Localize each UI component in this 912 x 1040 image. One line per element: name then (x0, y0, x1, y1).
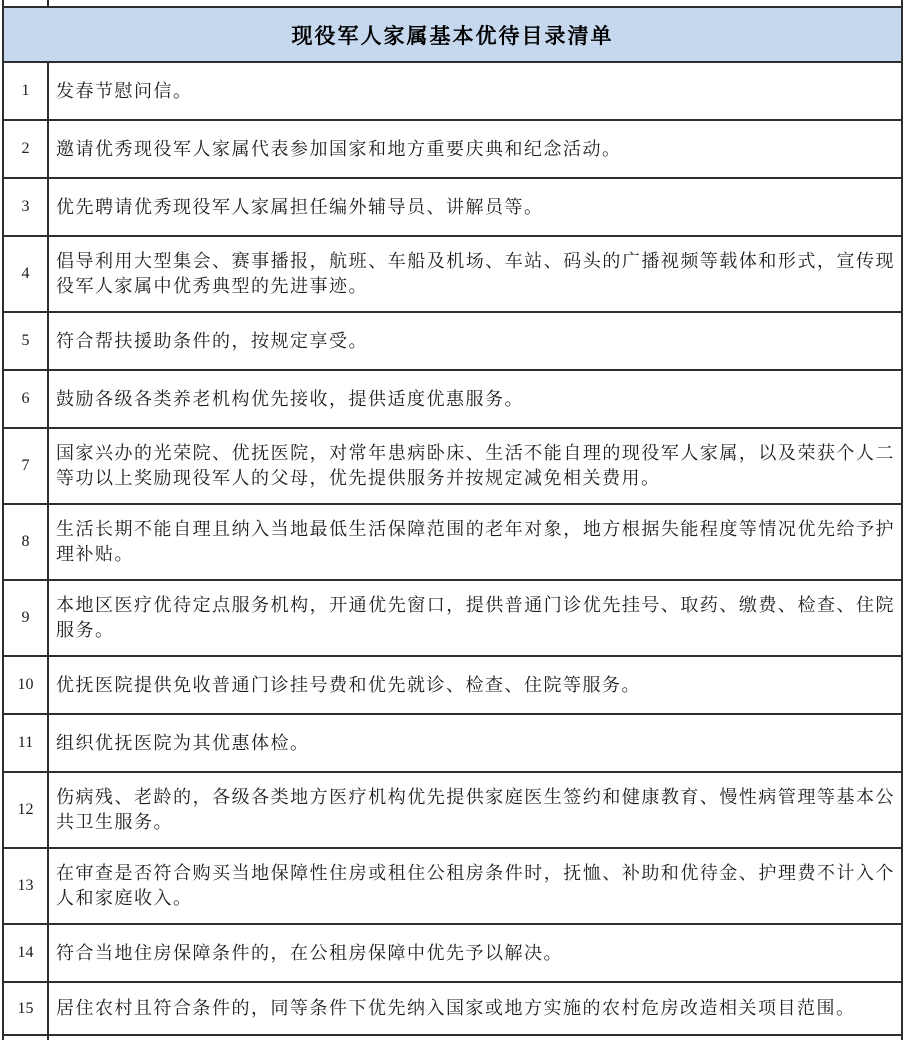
table-row (4, 505, 901, 581)
table-title: 现役军人家属基本优待目录清单 (291, 24, 614, 48)
row-text-cell (49, 63, 901, 119)
row-text-cell (49, 715, 901, 771)
row-text: 符合当地住房保障条件的，在公租房保障中优先予以解决。 (56, 942, 563, 963)
row-number-cell (4, 0, 49, 6)
row-text: 伤病残、老龄的，各级各类地方医疗机构优先提供家庭医生签约和健康教育、慢性病管理等基本公共卫生服务。 (56, 787, 895, 832)
table-row (4, 773, 901, 849)
row-text-cell (49, 0, 901, 6)
table-row (4, 925, 901, 983)
row-text: 居住农村且符合条件的，同等条件下优先纳入国家或地方实施的农村危房改造相关项目范围。 (56, 998, 856, 1018)
row-number: 6 (4, 371, 49, 427)
row-text-cell (49, 849, 901, 923)
table-row (4, 429, 901, 505)
row-number: 10 (4, 657, 49, 713)
next-row-sliver (4, 1036, 901, 1040)
table-row (4, 63, 901, 121)
table-row (4, 581, 901, 657)
row-text-cell (49, 179, 901, 235)
row-text-cell (49, 581, 901, 655)
table-row (4, 313, 901, 371)
benefits-table (2, 0, 903, 1040)
row-text-cell (49, 429, 901, 503)
table-row (4, 371, 901, 429)
row-text: 优先聘请优秀现役军人家属担任编外辅导员、讲解员等。 (56, 196, 544, 217)
row-number: 11 (4, 715, 49, 771)
table-row (4, 657, 901, 715)
row-text: 倡导利用大型集会、赛事播报，航班、车船及机场、车站、码头的广播视频等载体和形式，宣传现役军人家属中优秀典型的先进事迹。 (56, 251, 895, 296)
table-row (4, 715, 901, 773)
row-text-cell (49, 983, 901, 1034)
row-number: 15 (4, 983, 49, 1034)
row-text-cell (49, 505, 901, 579)
table-row (4, 179, 901, 237)
row-number: 12 (4, 773, 49, 847)
row-number: 8 (4, 505, 49, 579)
row-text: 鼓励各级各类养老机构优先接收，提供适度优惠服务。 (56, 388, 524, 409)
table-row (4, 237, 901, 313)
row-text: 发春节慰问信。 (56, 80, 193, 101)
row-text: 本地区医疗优待定点服务机构，开通优先窗口，提供普通门诊优先挂号、取药、缴费、检查、住院服务。 (56, 595, 895, 640)
row-number: 2 (4, 121, 49, 177)
row-text-cell (49, 1036, 901, 1040)
row-number-cell (4, 1036, 49, 1040)
row-number: 4 (4, 237, 49, 311)
row-text: 邀请优秀现役军人家属代表参加国家和地方重要庆典和纪念活动。 (56, 138, 622, 159)
row-text: 组织优抚医院为其优惠体检。 (56, 732, 310, 753)
table-header-row (4, 6, 901, 63)
row-number: 13 (4, 849, 49, 923)
row-text-cell (49, 925, 901, 981)
row-number: 3 (4, 179, 49, 235)
table-row (4, 121, 901, 179)
row-text: 符合帮扶援助条件的，按规定享受。 (56, 330, 368, 351)
row-text: 国家兴办的光荣院、优抚医院，对常年患病卧床、生活不能自理的现役军人家属，以及荣获个人二等功以上奖励现役军人的父母，优先提供服务并按规定减免相关费用。 (56, 443, 895, 488)
row-text-cell (49, 237, 901, 311)
row-number: 1 (4, 63, 49, 119)
row-text-cell (49, 313, 901, 369)
row-text-cell (49, 657, 901, 713)
row-text: 生活长期不能自理且纳入当地最低生活保障范围的老年对象，地方根据失能程度等情况优先给予护理补贴。 (56, 519, 895, 564)
row-number: 7 (4, 429, 49, 503)
table-row (4, 983, 901, 1036)
row-text: 优抚医院提供免收普通门诊挂号费和优先就诊、检查、住院等服务。 (56, 674, 641, 695)
previous-row-sliver (4, 0, 901, 6)
row-text-cell (49, 121, 901, 177)
table-row (4, 849, 901, 925)
row-text-cell (49, 773, 901, 847)
row-number: 5 (4, 313, 49, 369)
row-number: 14 (4, 925, 49, 981)
row-number: 9 (4, 581, 49, 655)
row-text: 在审查是否符合购买当地保障性住房或租住公租房条件时，抚恤、补助和优待金、护理费不计入个人和家庭收入。 (56, 863, 895, 908)
row-text-cell (49, 371, 901, 427)
